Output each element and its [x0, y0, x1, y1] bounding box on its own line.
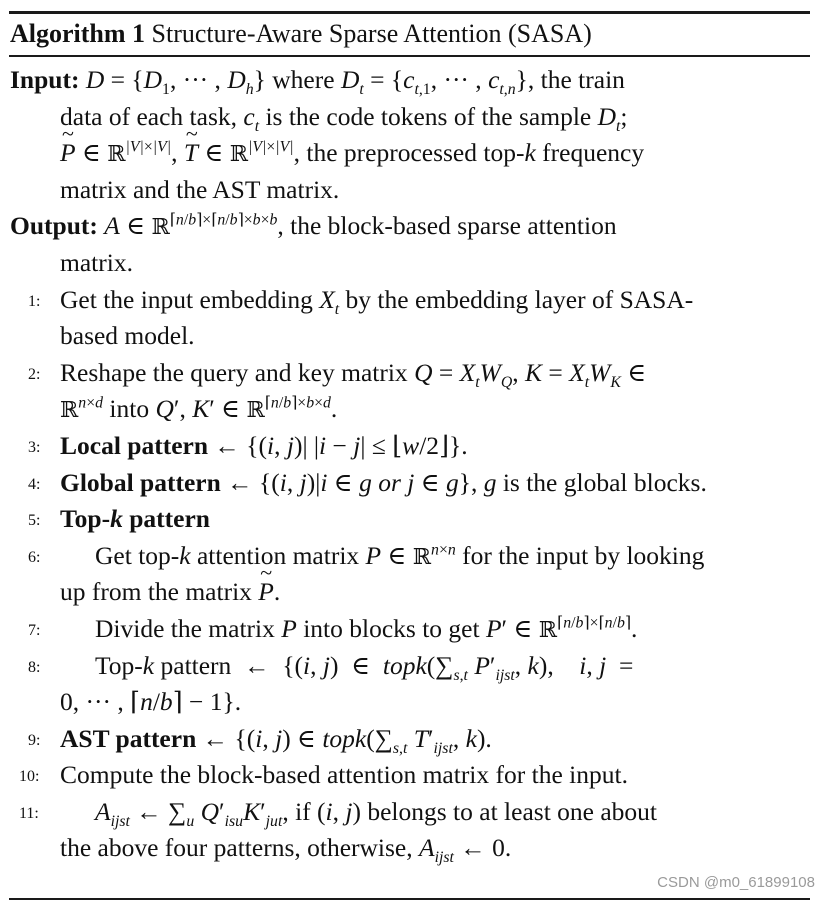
output-line-2: matrix.: [60, 247, 133, 277]
step-2-cont: ℝ$^{n\times d}$ into Q′, K′ ∈ ℝ$^{⌈n/b⌉\times b\times d}$.: [60, 394, 338, 424]
algorithm-title: Structure-Aware Sparse Attention (SASA): [151, 19, 592, 48]
line-number: 2:: [28, 365, 41, 383]
line-number: 3:: [28, 438, 41, 456]
step-5: 5: Top-k pattern: [10, 501, 810, 538]
output-line-1: Output: A ∈ ℝ$^{⌈n/b⌉\times⌈n/b⌉\times b\times b}$, the block-based sparse attention: [10, 211, 617, 241]
step-9: 9: AST pattern ← {(i, j) ∈ $topk(\sum_{s,t}$ $T'_{ijst}$, k).: [10, 721, 810, 758]
line-number: 9:: [28, 731, 41, 749]
step-11: 11: $A_{ijst}$ ← $\sum_u$ $Q'_{isu}K'_{jut}$, if (i, j) belongs to at least one about: [10, 794, 810, 831]
step-3: 3: Local pattern ← {(i, j)| |i − j| ≤ ⌊w/2⌋}.: [10, 428, 810, 465]
algorithm-label: Algorithm 1: [10, 19, 146, 48]
line-number: 5:: [28, 512, 41, 530]
line-number: 11:: [19, 804, 39, 822]
step-6: 6: Get top-k attention matrix P ∈ ℝ$^{n\times n}$ for the input by looking: [10, 538, 810, 575]
input-line-4: matrix and the AST matrix.: [60, 174, 340, 204]
algorithm-body: [10, 62, 810, 867]
input-line-2: data of each task, $c_t$ is the code tokens of the sample $D_t$;: [60, 101, 628, 135]
step-6-cont: up from the matrix ~ P.: [10, 574, 810, 611]
step-7: 7: Divide the matrix P into blocks to get P′ ∈ ℝ$^{⌈n/b⌉\times⌈n/b⌉}$.: [10, 611, 810, 648]
step-1: 1: Get the input embedding $X_t$ by the embedding layer of SASA-: [10, 282, 810, 319]
step-2: 2: Reshape the query and key matrix $Q = X_tW_Q$, $K = X_tW_K$ ∈: [10, 355, 810, 392]
line-number: 7:: [28, 621, 41, 639]
bottom-rule: [9, 898, 810, 900]
step-8-cont: 0, ··· , ⌈n/b⌉ − 1}.: [60, 687, 242, 717]
step-4: 4: Global pattern ← {(i, j)|i ∈ g or j ∈ g}, g is the global blocks.: [10, 465, 810, 502]
line-number: 1:: [28, 292, 41, 310]
input-keyword: Input:: [10, 65, 80, 94]
line-number: 4:: [28, 475, 41, 493]
watermark: CSDN @m0_61899108: [657, 874, 815, 891]
line-number: 6:: [28, 548, 41, 566]
step-1-cont: based model.: [60, 321, 195, 351]
step-10: 10: Compute the block-based attention matrix for the input.: [10, 757, 810, 794]
input-line-1: Input: $D = \{D_1$, ··· , $D_h$} where $D_t = \{c_{t,1}$, ··· , $c_{t,n}$}, the train: [10, 65, 625, 99]
line-number: 8:: [28, 658, 41, 676]
caption-rule: [9, 55, 810, 57]
step-8: 8: Top-k pattern ← {(i, j) ∈ $topk(\sum_{s,t}$ $P'_{ijst}$, k), i, j =: [10, 648, 810, 685]
algorithm-caption: [10, 14, 592, 54]
step-11-cont: the above four patterns, otherwise, $A_{ijst}$ ← 0.: [60, 833, 512, 867]
input-line-3: ~ P ∈ ℝ$^{|V|\times|V|}$, ~ T ∈ ℝ$^{|V|\times|V|}$, the preprocessed top-k frequency: [10, 135, 810, 172]
output-keyword: Output:: [10, 211, 98, 241]
line-number: 10:: [19, 768, 40, 786]
